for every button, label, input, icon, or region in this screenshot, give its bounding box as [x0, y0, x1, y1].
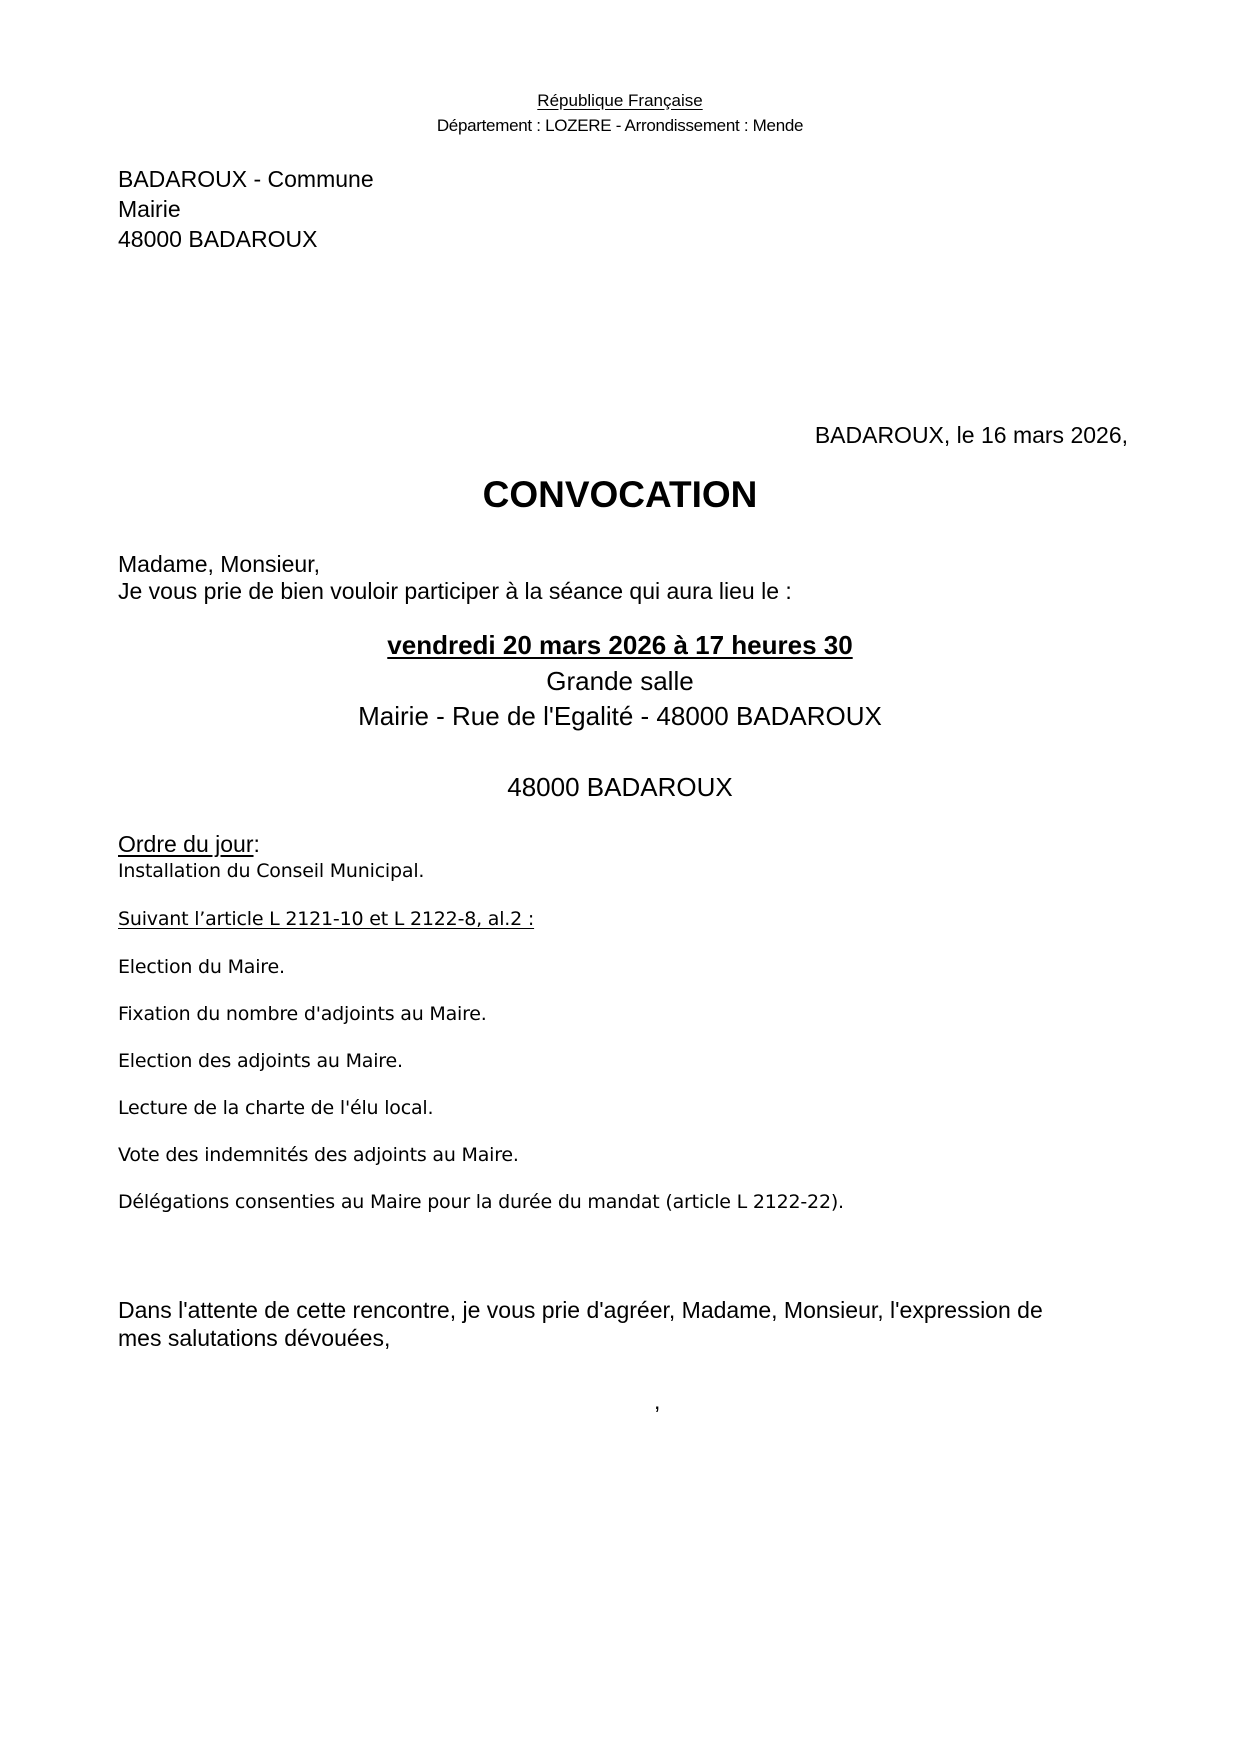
meeting-address: Mairie - Rue de l'Egalité - 48000 BADAROUX: [358, 701, 882, 731]
meeting-room: Grande salle: [546, 666, 694, 696]
closing-line-1: Dans l'attente de cette rencontre, je vous prie d'agréer, Madame, Monsieur, l'expression de: [118, 1297, 1043, 1323]
letter-date: BADAROUX, le 16 mars 2026,: [814, 422, 1128, 448]
agenda-heading-colon: :: [253, 831, 260, 857]
meeting-datetime-text: vendredi 20 mars 2026 à 17 heures 30: [387, 630, 853, 660]
agenda-legal-reference: Suivant l’article L 2121-10 et L 2122-8, al.2 :: [118, 908, 535, 930]
agenda-item: Election des adjoints au Maire.: [118, 1050, 403, 1072]
republic-title: République Française: [537, 91, 703, 110]
sender-line-commune: BADAROUX - Commune: [118, 166, 374, 192]
greeting: Madame, Monsieur,: [118, 551, 320, 577]
header-republic: [0, 91, 1240, 111]
sender-line-mairie: Mairie: [118, 196, 181, 222]
closing-line-2: mes salutations dévouées,: [118, 1325, 391, 1351]
agenda-item: Lecture de la charte de l'élu local.: [118, 1097, 434, 1119]
signature-placeholder: ,: [654, 1388, 661, 1414]
agenda-item: Délégations consenties au Maire pour la durée du mandat (article L 2122-22).: [118, 1191, 844, 1213]
agenda-item: Fixation du nombre d'adjoints au Maire.: [118, 1003, 487, 1025]
meeting-city: 48000 BADAROUX: [507, 772, 733, 802]
document-title: CONVOCATION: [482, 474, 758, 515]
agenda-item: Election du Maire.: [118, 956, 285, 978]
intro-text: Je vous prie de bien vouloir participer à la séance qui aura lieu le :: [118, 578, 792, 604]
agenda-item: Vote des indemnités des adjoints au Maire.: [118, 1144, 519, 1166]
header-department: Département : LOZERE - Arrondissement : Mende: [436, 116, 804, 135]
meeting-datetime: [0, 630, 1240, 661]
agenda-first-item: Installation du Conseil Municipal.: [118, 860, 425, 882]
agenda-heading-text: Ordre du jour: [118, 831, 254, 857]
agenda-heading: [118, 831, 260, 858]
sender-line-city: 48000 BADAROUX: [118, 226, 318, 252]
